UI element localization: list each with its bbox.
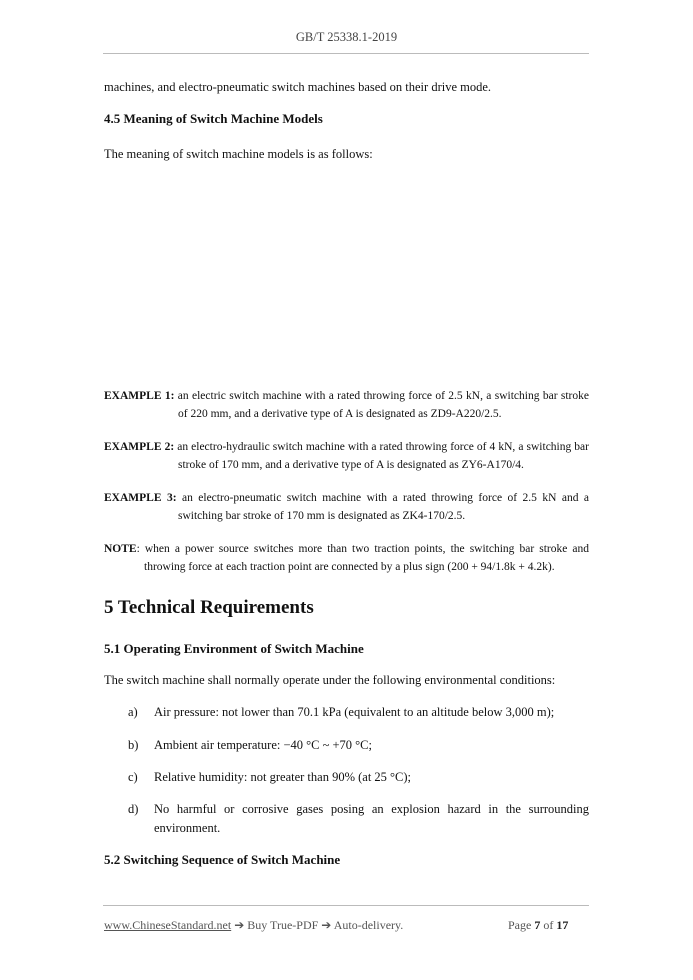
condition-b-text: Ambient air temperature: −40 °C ~ +70 °C; [154,738,372,752]
condition-d-text: No harmful or corrosive gases posing an explosion hazard in the surrounding [154,802,589,816]
footer-links [104,918,403,933]
condition-c-text: Relative humidity: not greater than 90% (at 25 °C); [154,770,412,784]
condition-b-marker: b) [128,738,139,752]
example-1-label: EXAMPLE 1: [104,390,175,402]
page-total: 17 [556,918,569,932]
auto-delivery-text: Auto-delivery. [333,918,404,932]
of-word: of [543,918,554,932]
section-5-1-text: The switch machine shall normally operate under the following environmental conditions: [104,673,556,687]
buy-true-pdf-link[interactable]: Buy True-PDF [247,918,319,932]
example-1-line2: of 220 mm, and a derivative type of A is designated as ZD9-A220/2.5. [178,408,502,420]
condition-d-text-cont: environment. [154,821,221,835]
section-5-1-heading: 5.1 Operating Environment of Switch Machine [104,641,364,656]
example-3-line2: switching bar stroke of 170 mm is designated as ZK4-170/2.5. [178,510,466,522]
example-3 [104,489,589,508]
section-4-5-text: The meaning of switch machine models is as follows: [104,147,373,161]
example-1 [104,387,589,406]
example-3-line1: an electro-pneumatic switch machine with a rated throwing force of 2.5 kN and a [181,492,589,504]
example-2-label: EXAMPLE 2: [104,441,175,453]
page-indicator [508,918,568,933]
arrow-right-icon: ➔ [321,918,332,932]
example-2-line1: an electro-hydraulic switch machine with a rated throwing force of 4 kN, a switching bar [177,441,589,453]
page-word: Page [508,918,532,932]
condition-c-marker: c) [128,770,138,784]
header-rule [103,53,589,54]
example-3-label: EXAMPLE 3: [104,492,177,504]
example-1-line1: an electric switch machine with a rated throwing force of 2.5 kN, a switching bar stroke [177,390,589,402]
condition-a-text: Air pressure: not lower than 70.1 kPa (equivalent to an altitude below 3,000 m); [154,705,555,719]
example-2-line2: stroke of 170 mm, and a derivative type of A is designated as ZY6-A170/4. [178,459,524,471]
arrow-right-icon: ➔ [234,918,245,932]
condition-d-marker: d) [128,802,139,816]
note [104,540,589,559]
note-line1: : when a power source switches more than two traction points, the switching bar stroke and [136,543,589,555]
page-header: GB/T 25338.1-2019 [295,30,398,44]
condition-a-marker: a) [128,705,138,719]
example-2 [104,438,589,457]
page-current: 7 [534,918,541,932]
section-5-heading: 5 Technical Requirements [104,597,314,618]
section-5-2-heading: 5.2 Switching Sequence of Switch Machine [104,852,341,867]
section-4-5-heading: 4.5 Meaning of Switch Machine Models [104,111,323,126]
note-line2: throwing force at each traction point are connected by a plus sign (200 + 94/1.8k + 4.2k). [144,561,555,573]
note-label: NOTE [104,543,137,555]
footer-rule [103,905,589,906]
site-link[interactable]: www.ChineseStandard.net [104,918,232,932]
intro-line: machines, and electro-pneumatic switch machines based on their drive mode. [104,80,492,94]
